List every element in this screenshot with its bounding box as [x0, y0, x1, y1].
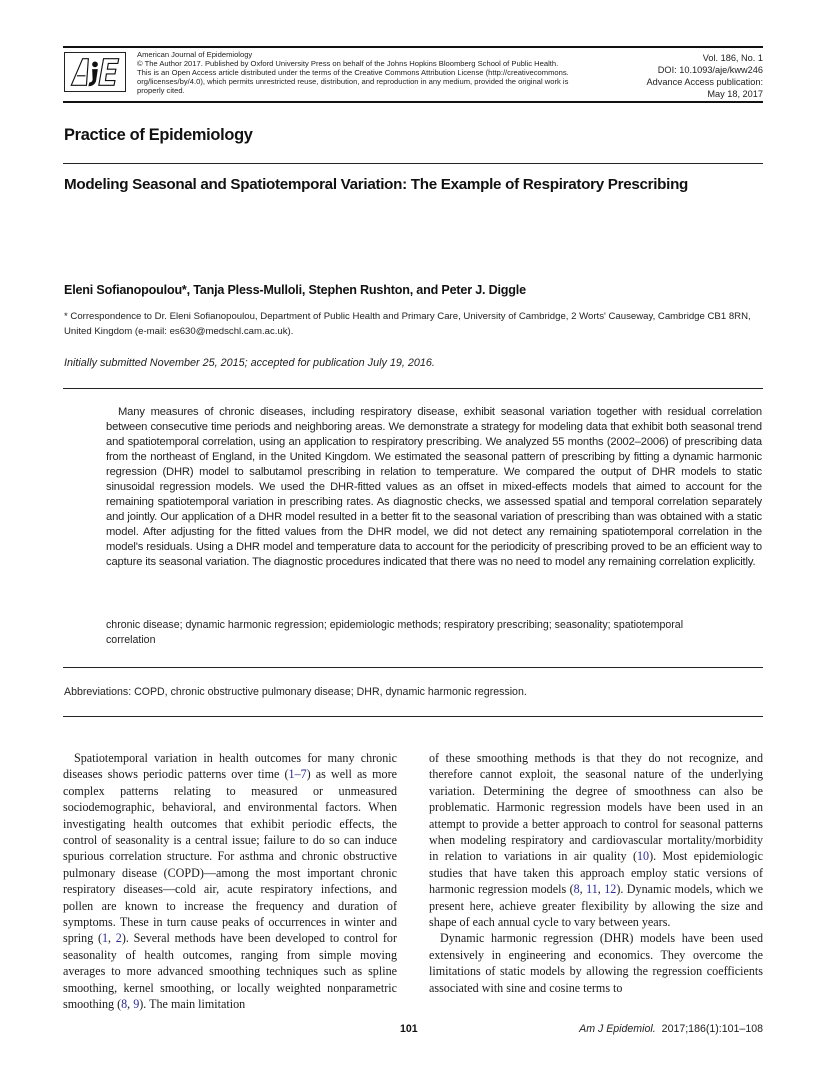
- abstract-text: Many measures of chronic diseases, including respiratory disease, exhibit seasonal variation together with residual correlation between consecutive time periods and neighboring areas. We demonstrate a strategy for modeling data that exhibit both seasonal trend and spatiotemporal correlation, using an application to respiratory prescribing. We analyzed 55 months (2002–2006) of prescribing data from the northeast of England, in the United Kingdom. We estimated the seasonal pattern of prescribing by fitting a dynamic harmonic regression (DHR) model to salbutamol prescribing in relation to temperature. We compared the output of DHR models to static sinusoidal regression models. We used the DHR-fitted values as an offset in mixed-effects models that aimed to account for the remaining spatiotemporal variation in prescribing rates. As diagnostic checks, we assessed spatial and temporal correlation separately and jointly. Our application of a DHR model resulted in a better fit to the seasonal variation of prescribing than was obtained with a static model. After adjusting for the fitted values from the DHR model, we did not detect any remaining spatiotemporal correlation in the model's residuals. Using a DHR model and temperature data to account for the periodicity of prescribing proved to be an efficient way to capture its seasonal variation. The diagnostic procedures indicated that there was no need to model any remaining correlation explicitly.: [106, 406, 762, 568]
- page-number: 101: [400, 1023, 418, 1035]
- journal-header-info: [137, 51, 607, 96]
- header-bottom-rule: [63, 101, 763, 103]
- correspondence-note: * Correspondence to Dr. Eleni Sofianopoulou, Department of Public Health and Primary Care, University of Cambridge, 2 Worts' Causeway, Cambridge CB1 8RN, United Kingdom (e-mail: es630@medschl.cam.ac.uk).: [64, 311, 751, 337]
- keywords: chronic disease; dynamic harmonic regression; epidemiologic methods; respiratory prescribing; seasonality; spatiotemporal correlation: [106, 619, 684, 646]
- body-paragraph: [63, 750, 397, 1013]
- text-run: ,: [597, 882, 605, 897]
- text-run: ). Several methods have been developed to control for seasonality of health outcomes, ranging from simple moving averages to more advanced smoothing techniques such as spline smoothing, kernel smoothing, or locally weighted nonparametric smoothing (: [63, 931, 397, 1012]
- copyright-notice: © The Author 2017. Published by Oxford University Press on behalf of the Johns Hopkins Bloomberg School of Public Health.: [137, 58, 559, 68]
- license-line-2: org/licenses/by/4.0), which permits unrestricted reuse, distribution, and reproduction in any medium, provided the original work is: [137, 76, 569, 86]
- citation-link[interactable]: 12: [604, 882, 617, 897]
- author-list: Eleni Sofianopoulou*, Tanja Pless-Mulloli, Stephen Rushton, and Peter J. Diggle: [64, 283, 526, 297]
- citation-link[interactable]: 2: [115, 931, 122, 946]
- publication-info: [563, 52, 763, 100]
- divider: [63, 716, 763, 717]
- text-run: of these smoothing methods is that they do not recognize, and therefore cannot exploit, the seasonal nature of the underlying variation. Determining the degree of smoothness can also be problematic. Harmonic regression models have been used in an attempt to provide a better approach to control for seasonal patterns when modeling respiratory and cardiovascular mortality/morbidity in relation to variations in air quality (: [429, 751, 763, 864]
- footer-citation: [579, 1023, 763, 1035]
- citation-link[interactable]: 1: [101, 931, 109, 946]
- abbreviations: Abbreviations: COPD, chronic obstructive pulmonary disease; DHR, dynamic harmonic regression.: [64, 686, 527, 698]
- text-run: Spatiotemporal variation in health outcomes for many chronic diseases shows periodic patterns over time (: [63, 751, 397, 782]
- text-run: ). Most epidemiologic studies that have taken this approach employ static versions of harmonic regression models (: [429, 849, 763, 897]
- text-run: ) as well as more complex patterns relating to measured or unmeasured sociodemographic, behavioral, and environmental factors. When investigating health outcomes that exhibit periodic effects, the control of seasonality is a central issue; failure to do so can induce spurious correlation structure. For asthma and chronic obstructive pulmonary disease (COPD)—among the most important chronic respiratory diseases—cold air, acute respiratory infections, and pollen are known to increase the frequency and duration of symptoms. These in turn cause peaks of occurrences in winter and spring (: [63, 767, 397, 946]
- citation-link[interactable]: 9: [133, 997, 140, 1012]
- submission-dates: Initially submitted November 25, 2015; accepted for publication July 19, 2016.: [64, 357, 435, 369]
- journal-name: American Journal of Epidemiology: [137, 50, 253, 59]
- citation-link[interactable]: 10: [637, 849, 650, 864]
- body-column-right: [429, 750, 763, 996]
- citation-details: 2017;186(1):101–108: [661, 1023, 763, 1035]
- license-line-3: properly cited.: [137, 85, 185, 95]
- text-run: ,: [127, 997, 134, 1012]
- citation-link[interactable]: 1–7: [288, 767, 307, 782]
- text-run: ). The main limitation: [139, 997, 246, 1012]
- aje-logo-icon: [65, 53, 125, 91]
- doi[interactable]: DOI: 10.1093/aje/kww246: [657, 65, 763, 75]
- divider: [63, 163, 763, 164]
- license-line-1: This is an Open Access article distributed under the terms of the Creative Commons Attribution License (http://creativecommons.: [137, 67, 569, 77]
- body-paragraph: Dynamic harmonic regression (DHR) models have been used extensively in engineering and economics. They overcome the limitations of static models by allowing the regression coefficients associated with sine and cosine terms to: [429, 931, 763, 995]
- citation-link[interactable]: 8: [573, 882, 580, 897]
- article-title: Modeling Seasonal and Spatiotemporal Variation: The Example of Respiratory Prescribing: [64, 176, 689, 193]
- body-paragraph: [429, 750, 763, 930]
- volume-issue: Vol. 186, No. 1: [702, 53, 763, 63]
- header-top-rule: [63, 46, 763, 48]
- divider: [63, 667, 763, 668]
- section-heading: Practice of Epidemiology: [64, 126, 253, 144]
- citation-link[interactable]: 8: [121, 997, 128, 1012]
- text-run: ,: [579, 882, 587, 897]
- aje-logo: [64, 52, 126, 92]
- journal-abbrev: Am J Epidemiol.: [579, 1023, 656, 1035]
- text-run: ). Dynamic models, which we present here, achieve greater flexibility by allowing the size and shape of each annual cycle to vary between years.: [429, 882, 763, 930]
- divider: [63, 388, 763, 389]
- advance-access-label: Advance Access publication:: [646, 77, 763, 87]
- abstract: [106, 405, 762, 570]
- citation-link[interactable]: 11: [586, 882, 598, 897]
- advance-access-date: May 18, 2017: [707, 89, 763, 99]
- body-column-left: [63, 750, 397, 1013]
- text-run: ,: [108, 931, 116, 946]
